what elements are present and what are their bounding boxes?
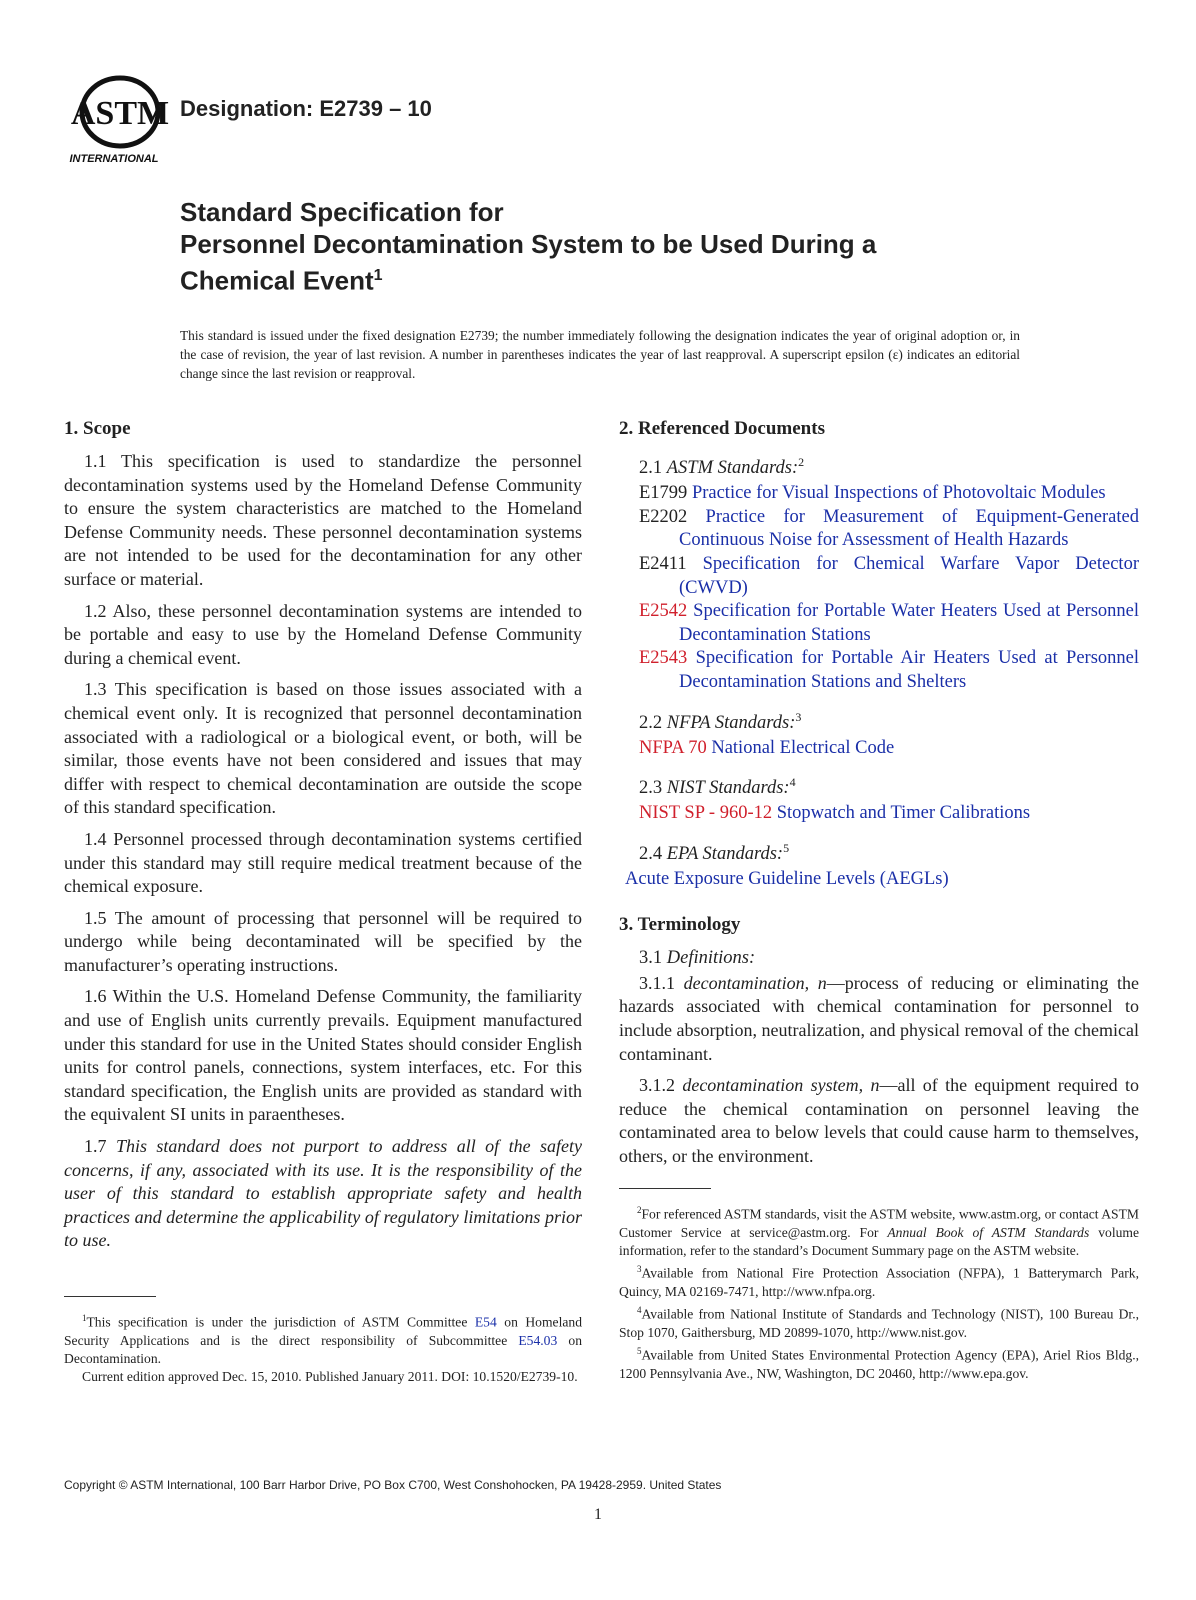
nfpa-standards-group <box>619 705 1139 761</box>
reference-title-link[interactable]: Specification for Portable Air Heaters Used at Personnel Decontamination Stations and Shelters <box>679 648 1140 692</box>
footnote-5-text: Available from United States Environmental Protection Agency (EPA), Ariel Rios Bldg., 1200 Pennsylvania Ave., NW, Washington, DC 20460, http://www.epa.gov. <box>619 1347 1139 1381</box>
footnote-2-mark: 2 <box>637 1205 642 1215</box>
footnote-5 <box>619 1342 1139 1383</box>
edition-note: Current edition approved Dec. 15, 2010. Published January 2011. DOI: 10.1520/E2739-10. <box>82 1369 578 1385</box>
astm-standards-label <box>639 450 1139 480</box>
reference-title-link[interactable]: Specification for Portable Water Heaters Used at Personnel Decontamination Stations <box>679 601 1140 645</box>
reference-code-link[interactable]: E2543 <box>639 648 688 669</box>
reference-code-link[interactable]: NFPA 70 <box>639 737 707 758</box>
footnote-3-text: Available from National Fire Protection Association (NFPA), 1 Batterymarch Park, Quincy, MA 02169-7471, http://www.nfpa.org. <box>619 1265 1139 1299</box>
epa-standards-group <box>619 836 1139 892</box>
footnote-2 <box>619 1201 1139 1260</box>
astm-label-number: 2.1 <box>639 458 667 479</box>
nist-footnote-mark: 4 <box>789 775 796 790</box>
title-line-3-text: Chemical Event <box>180 265 374 296</box>
definition-decontamination <box>619 972 1139 1066</box>
footnote-3-mark: 3 <box>637 1264 642 1275</box>
nist-label-number: 2.3 <box>639 778 667 799</box>
reference-code-link[interactable]: E2542 <box>639 601 688 622</box>
nfpa-label-number: 2.2 <box>639 712 667 733</box>
page-number: 1 <box>594 1506 602 1523</box>
footnote-2-text-b: volume information, refer to the standard’s Document Summary page on the ASTM website. <box>619 1224 1139 1258</box>
reference-item[interactable] <box>639 482 1139 506</box>
definitions-text: Definitions: <box>666 947 756 968</box>
footnote-1-text-c: on Decontamination. <box>64 1332 582 1366</box>
reference-item[interactable] <box>625 868 1139 892</box>
reference-item[interactable] <box>639 802 1139 826</box>
reference-title-link[interactable]: National Electrical Code <box>711 737 895 758</box>
footnote-1-text-a: This specification is under the jurisdiction of ASTM Committee <box>86 1314 475 1330</box>
title-line-1: Standard Specification for <box>180 197 504 227</box>
title-line-2: Personnel Decontamination System to be Used During a <box>180 229 877 259</box>
footnote-4-mark: 4 <box>637 1305 642 1316</box>
reference-item[interactable] <box>639 737 1139 761</box>
subcommittee-e54-03-link[interactable]: E54.03 <box>518 1332 558 1348</box>
scope-paragraph-1-6: 1.6 Within the U.S. Homeland Defense Community, the familiarity and use of English units currently prevails. Equipment manufactured under this standard for use in the United States should consider English units for control panels, connections, system interfaces, etc. For this standard specification, the English units are provided as standard with the equivalent SI units in paraentheses. <box>64 986 582 1125</box>
reference-item[interactable] <box>639 506 1139 553</box>
epa-label-number: 2.4 <box>639 844 667 865</box>
footnote-2-text-a: For referenced ASTM standards, visit the ASTM website, www.astm.org, or contact ASTM Customer Service at service@astm.org. For <box>619 1206 1139 1240</box>
astm-standards-group <box>619 450 1139 695</box>
scope-paragraph-1-2: 1.2 Also, these personnel decontamination systems are intended to be portable and easy to use by the Homeland Defense Community during a chemical event. <box>64 600 582 668</box>
definition-decontamination-system <box>619 1074 1139 1168</box>
references-heading: 2. Referenced Documents <box>619 418 825 439</box>
document-title <box>180 196 876 297</box>
logo-mark-text: ASTM <box>70 95 170 132</box>
epa-label-text: EPA Standards: <box>666 844 784 865</box>
title-line-3 <box>180 260 876 297</box>
astm-label-text: ASTM Standards: <box>666 458 799 479</box>
nfpa-label-text: NFPA Standards: <box>666 712 796 733</box>
nist-label-text: NIST Standards: <box>666 778 790 799</box>
scope-paragraph-1-4: 1.4 Personnel processed through decontamination systems certified under this standard may still require medical treatment because of the chemical exposure. <box>64 828 582 897</box>
copyright-notice: Copyright © ASTM International, 100 Barr Harbor Drive, PO Box C700, West Conshohocken, PA 19428-2959. United States <box>64 1478 722 1492</box>
title-footnote-mark: 1 <box>373 267 383 284</box>
right-footnotes <box>619 1188 1139 1383</box>
footnote-2-italic: Annual Book of ASTM Standards <box>887 1224 1090 1240</box>
reference-item[interactable] <box>639 647 1139 694</box>
preamble: This standard is issued under the fixed designation E2739; the number immediately following the designation indicates the year of original adoption or, in the case of revision, the year of last revision. A number in parentheses indicates the year of last reapproval. A superscript epsilon (ε) indicates an editorial change since the last revision or reapproval. <box>180 328 1020 381</box>
definition-text: —process of reducing or eliminating the hazards associated with chemical contamination for personnel to include absorption, neutralization, and physical removal of the chemical contaminant. <box>619 972 1139 1064</box>
footnote-4-text: Available from National Institute of Standards and Technology (NIST), 100 Bureau Dr., Stop 1070, Gaithersburg, MD 20899-1070, http://www.nist.gov. <box>619 1306 1139 1340</box>
terminology-heading: 3. Terminology <box>619 913 741 935</box>
reference-item[interactable] <box>639 553 1139 600</box>
reference-title-link[interactable]: Stopwatch and Timer Calibrations <box>776 803 1031 824</box>
logo-subtext: INTERNATIONAL <box>69 153 159 165</box>
scope-heading: 1. Scope <box>64 418 131 439</box>
reference-title-link[interactable]: Specification for Chemical Warfare Vapor Detector (CWVD) <box>679 553 1139 598</box>
definition-term: decontamination system, n <box>682 1075 880 1096</box>
nist-standards-label <box>639 770 1139 800</box>
footnote-rule <box>619 1188 711 1189</box>
scope-paragraph-1-3: 1.3 This specification is based on those issues associated with a chemical event only. It is recognized that personnel decontamination associated with a radiological or a biological event, or both, will be similar, those events have not been considered and issues that may differ with respect to chemical decontamination are outside the scope of this standard specification. <box>64 679 582 818</box>
reference-code-link[interactable]: NIST SP - 960-12 <box>639 803 773 824</box>
astm-footnote-mark: 2 <box>798 455 805 469</box>
reference-code: E1799 <box>639 483 688 504</box>
committee-e54-link[interactable]: E54 <box>474 1314 497 1330</box>
astm-logo <box>64 70 170 166</box>
epa-standards-label <box>639 836 1139 866</box>
right-column <box>619 418 1139 1177</box>
definition-number: 3.1.1 <box>639 972 684 993</box>
designation: Designation: E2739 – 10 <box>180 96 432 121</box>
reference-code: E2202 <box>639 506 688 527</box>
scope-paragraph-1-5: 1.5 The amount of processing that personnel will be required to undergo while being decontaminated will be specified by the manufacturer’s operating instructions. <box>64 907 582 975</box>
nfpa-standards-label <box>639 705 1139 735</box>
reference-item[interactable] <box>639 600 1139 647</box>
reference-title-link[interactable]: Practice for Measurement of Equipment-Generated Continuous Noise for Assessment of Health Hazards <box>679 506 1139 551</box>
epa-footnote-mark: 5 <box>783 841 790 855</box>
definitions-label <box>639 946 1139 970</box>
footnote-5-mark: 5 <box>637 1346 642 1357</box>
footnote-1-mark: 1 <box>82 1313 87 1323</box>
definition-number: 3.1.2 <box>639 1075 683 1096</box>
scope-paragraph-1-7 <box>64 1135 582 1253</box>
reference-code: E2411 <box>639 553 687 574</box>
left-footnotes <box>64 1296 582 1386</box>
footnote-1-text-b: on Homeland Security Applications and is the direct responsibility of Subcommittee <box>64 1314 582 1348</box>
footnote-1 <box>64 1309 582 1368</box>
definition-term: decontamination, n <box>683 972 827 993</box>
nist-standards-group <box>619 770 1139 826</box>
reference-title-link[interactable]: Acute Exposure Guideline Levels (AEGLs) <box>625 869 949 890</box>
nfpa-footnote-mark: 3 <box>795 709 802 724</box>
footnote-4 <box>619 1301 1139 1342</box>
definitions-number: 3.1 <box>639 947 667 968</box>
scope-paragraph-1-1: 1.1 This specification is used to standardize the personnel decontamination systems used by the Homeland Defense Community to ensure the system characteristics are matched to the Homeland Defense Community needs. These personnel decontamination systems are not intended to be used for the decontamination for any other surface or material. <box>64 451 582 589</box>
footnote-3 <box>619 1260 1139 1301</box>
reference-title-link[interactable]: Practice for Visual Inspections of Photovoltaic Modules <box>691 483 1106 504</box>
footnote-rule <box>64 1296 156 1297</box>
scope-paragraph-1-7-number: 1.7 <box>84 1136 116 1157</box>
definition-text: —all of the equipment required to reduce the chemical contamination on personnel leaving the contaminated area to below levels that could cause harm to themselves, others, or the environment. <box>619 1075 1139 1166</box>
scope-paragraph-1-7-text: This standard does not purport to address all of the safety concerns, if any, associated with its use. It is the responsibility of the user of this standard to establish appropriate safety and health practices and determine the applicability of regulatory limitations prior to use. <box>64 1136 582 1251</box>
left-column <box>64 418 582 1261</box>
